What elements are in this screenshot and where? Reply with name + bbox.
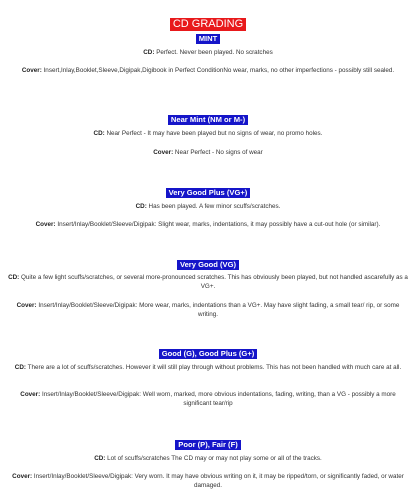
cd-label: CD: — [14, 364, 26, 371]
grade-heading: Good (G), Good Plus (G+) — [159, 349, 258, 359]
document-title: CD GRADING — [170, 18, 246, 31]
cover-description — [6, 301, 410, 320]
grade-heading-row — [0, 182, 416, 200]
cover-description — [6, 472, 410, 491]
cd-text: Quite a few light scuffs/scratches, or several more-pronounced scratches. This has obviously been played, but not handled ascarefully as a VG+. — [21, 274, 408, 291]
cd-description — [6, 454, 410, 463]
grade-heading-row — [0, 254, 416, 272]
grade-heading: Near Mint (NM or M-) — [168, 115, 248, 125]
cd-label: CD: — [135, 203, 147, 210]
cd-description — [6, 363, 410, 372]
cover-text: Insert/Inlay/Booklet/Sleeve/Digipak: Very worn. It may have obvious writing on it, it may be ripped/torn, or significantly faded, or water damaged. — [33, 473, 404, 490]
cd-description — [6, 273, 410, 292]
cd-description — [6, 48, 410, 57]
cover-label: Cover: — [16, 302, 37, 309]
grade-heading: Very Good Plus (VG+) — [166, 188, 251, 198]
cover-description — [6, 148, 410, 157]
grade-heading-row — [0, 28, 416, 46]
cover-description — [6, 390, 410, 409]
cover-text: Near Perfect - No signs of wear — [174, 149, 263, 156]
cover-text: Insert/Inlay/Booklet/Sleeve/Digipak: Slight wear, marks, indentations, it may possibly have a cut-out hole (or similar). — [57, 221, 381, 228]
cover-text: Insert/Inlay/Booklet/Sleeve/Digipak: More wear, marks, indentations than a VG+. May have slight fading, a small tear/ rip, or some writing. — [38, 302, 400, 319]
grade-heading-row — [0, 434, 416, 452]
cd-label: CD: — [143, 49, 155, 56]
cover-description — [6, 66, 410, 75]
cd-description — [6, 129, 410, 138]
cover-label: Cover: — [35, 221, 56, 228]
cd-label: CD: — [8, 274, 20, 281]
cd-text: Near Perfect - It may have been played but no signs of wear, no promo holes. — [106, 130, 323, 137]
cd-text: Perfect. Never been played. No scratches — [156, 49, 273, 56]
cd-label: CD: — [94, 455, 106, 462]
cd-description — [6, 202, 410, 211]
cover-label: Cover: — [20, 391, 41, 398]
cover-label: Cover: — [153, 149, 174, 156]
cover-label: Cover: — [21, 67, 42, 74]
grade-heading-row — [0, 343, 416, 361]
cover-label: Cover: — [12, 473, 33, 480]
grade-heading: Very Good (VG) — [177, 260, 239, 270]
cd-text: There are a lot of scuffs/scratches. However it will still play through without problems. This has not been handled with much care at all. — [27, 364, 402, 371]
grade-heading-row — [0, 109, 416, 127]
cover-text: Insert,Inlay,Booklet,Sleeve,Digipak,Digibook in Perfect ConditionNo wear, marks, no other imperfections - possibly still sealed. — [43, 67, 395, 74]
cd-text: Lot of scuffs/scratches The CD may or may not play some or all of the tracks. — [107, 455, 322, 462]
cd-label: CD: — [93, 130, 105, 137]
cover-text: Insert/Inlay/Booklet/Sleeve/Digipak: Well worn, marked, more obvious indentations, fading, writing, than a VG - possibly a more significant tear/rip — [41, 391, 396, 408]
grade-heading: Poor (P), Fair (F) — [175, 440, 240, 450]
cd-text: Has been played. A few minor scuffs/scratches. — [148, 203, 281, 210]
cover-description — [6, 220, 410, 229]
grade-heading: MINT — [196, 34, 221, 44]
